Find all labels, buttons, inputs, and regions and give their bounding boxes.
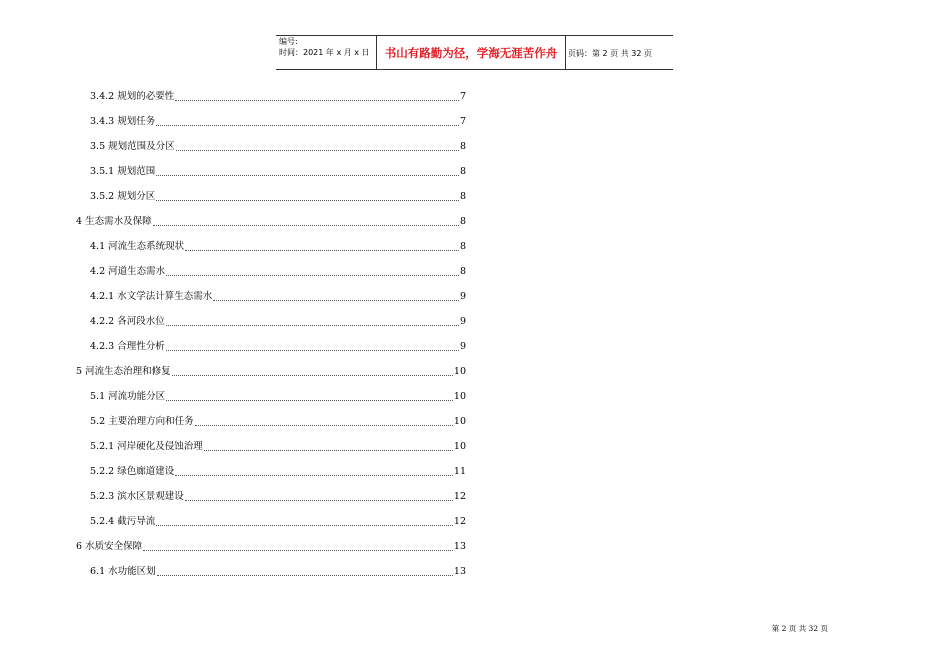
toc-entry[interactable]	[76, 216, 466, 228]
toc-entry-title: 5.2.2 绿色廊道建设	[90, 466, 175, 477]
toc-entry-page: 10	[453, 366, 466, 377]
toc-entry-page: 10	[453, 416, 466, 427]
toc-leader-dots	[166, 267, 459, 276]
toc-entry-title: 5 河流生态治理和修复	[76, 366, 171, 377]
toc-entry-title: 4.2.1 水文学法计算生态需水	[90, 291, 213, 302]
toc-entry-page: 8	[459, 216, 466, 227]
toc-entry-page: 12	[453, 516, 466, 527]
toc-entry-page: 13	[453, 566, 466, 577]
header-motto-cell	[377, 36, 566, 69]
toc-entry-page: 8	[459, 266, 466, 277]
toc-entry[interactable]	[90, 341, 466, 353]
toc-entry[interactable]	[90, 441, 466, 453]
toc-entry[interactable]	[90, 566, 466, 578]
toc-entry-title: 3.4.2 规划的必要性	[90, 91, 175, 102]
toc-entry[interactable]	[90, 141, 466, 153]
toc-entry-page: 9	[459, 291, 466, 302]
toc-leader-dots	[156, 167, 459, 176]
toc-entry[interactable]	[90, 466, 466, 478]
toc-entry-page: 12	[453, 491, 466, 502]
toc-leader-dots	[157, 567, 453, 576]
header-motto: 书山有路勤为径，学海无涯苦作舟	[384, 46, 558, 60]
toc-entry-title: 3.5.1 规划范围	[90, 166, 156, 177]
toc-entry-page: 11	[453, 466, 466, 477]
toc-entry[interactable]	[90, 516, 466, 528]
header-page-cell	[566, 36, 673, 69]
footer-page-number: 第 2 页 共 32 页	[771, 624, 828, 633]
toc-entry-title: 3.4.3 规划任务	[90, 116, 156, 127]
toc-entry[interactable]	[90, 191, 466, 203]
toc-leader-dots	[156, 192, 459, 201]
toc-leader-dots	[175, 92, 459, 101]
toc-entry-page: 10	[453, 391, 466, 402]
toc-leader-dots	[176, 142, 459, 151]
toc-leader-dots	[185, 242, 459, 251]
toc-entry-title: 5.2.3 滨水区景观建设	[90, 491, 184, 502]
toc-entry-title: 5.2 主要治理方向和任务	[90, 416, 194, 427]
toc-entry-title: 5.1 河流功能分区	[90, 391, 166, 402]
toc-entry-title: 4.2.3 合理性分析	[90, 341, 165, 352]
toc-entry-title: 5.2.1 河岸硬化及侵蚀治理	[90, 441, 203, 452]
toc-entry[interactable]	[90, 416, 466, 428]
toc-leader-dots	[172, 367, 453, 376]
toc-entry[interactable]	[76, 366, 466, 378]
toc-leader-dots	[143, 542, 453, 551]
header-number-label: 编号:	[279, 37, 298, 46]
toc-entry-title: 3.5.2 规划分区	[90, 191, 156, 202]
toc-entry-title: 4.2.2 各河段水位	[90, 316, 165, 327]
toc-leader-dots	[156, 517, 453, 526]
toc-entry-page: 13	[453, 541, 466, 552]
toc-entry-page: 9	[459, 341, 466, 352]
toc-entry[interactable]	[90, 241, 466, 253]
toc-entry-title: 6.1 水功能区划	[90, 566, 156, 577]
toc-entry[interactable]	[90, 391, 466, 403]
toc-entry-page: 8	[459, 191, 466, 202]
toc-entry-title: 4 生态需水及保障	[76, 216, 152, 227]
toc-entry-title: 5.2.4 截污导流	[90, 516, 156, 527]
toc-leader-dots	[153, 217, 459, 226]
toc-entry[interactable]	[90, 266, 466, 278]
toc-entry-page: 7	[459, 91, 466, 102]
toc-leader-dots	[204, 442, 453, 451]
toc-leader-dots	[166, 342, 459, 351]
toc-leader-dots	[185, 492, 453, 501]
toc-entry-page: 8	[459, 166, 466, 177]
toc-leader-dots	[166, 392, 453, 401]
toc-leader-dots	[166, 317, 459, 326]
toc-entry-page: 9	[459, 316, 466, 327]
toc-entry-title: 3.5 规划范围及分区	[90, 141, 175, 152]
toc-entry-title: 6 水质安全保障	[76, 541, 143, 552]
toc-entry[interactable]	[76, 541, 466, 553]
page-header	[276, 35, 673, 70]
toc-entry-title: 4.2 河道生态需水	[90, 266, 166, 277]
toc-entry-page: 10	[453, 441, 466, 452]
header-meta-cell	[276, 36, 377, 69]
toc-entry[interactable]	[90, 91, 466, 103]
toc-entry[interactable]	[90, 491, 466, 503]
toc-leader-dots	[175, 467, 453, 476]
toc-entry[interactable]	[90, 116, 466, 128]
toc-leader-dots	[156, 117, 459, 126]
header-page-label: 页码：第 2 页 共 32 页	[568, 49, 652, 58]
toc-entry-page: 8	[459, 241, 466, 252]
toc-entry[interactable]	[90, 291, 466, 303]
toc-entry[interactable]	[90, 166, 466, 178]
header-time-label: 时间：2021 年 x 月 x 日	[279, 48, 370, 57]
toc-entry-title: 4.1 河流生态系统现状	[90, 241, 185, 252]
toc-leader-dots	[213, 292, 459, 301]
toc-entry-page: 8	[459, 141, 466, 152]
toc-entry-page: 7	[459, 116, 466, 127]
toc-entry[interactable]	[90, 316, 466, 328]
toc-leader-dots	[195, 417, 453, 426]
